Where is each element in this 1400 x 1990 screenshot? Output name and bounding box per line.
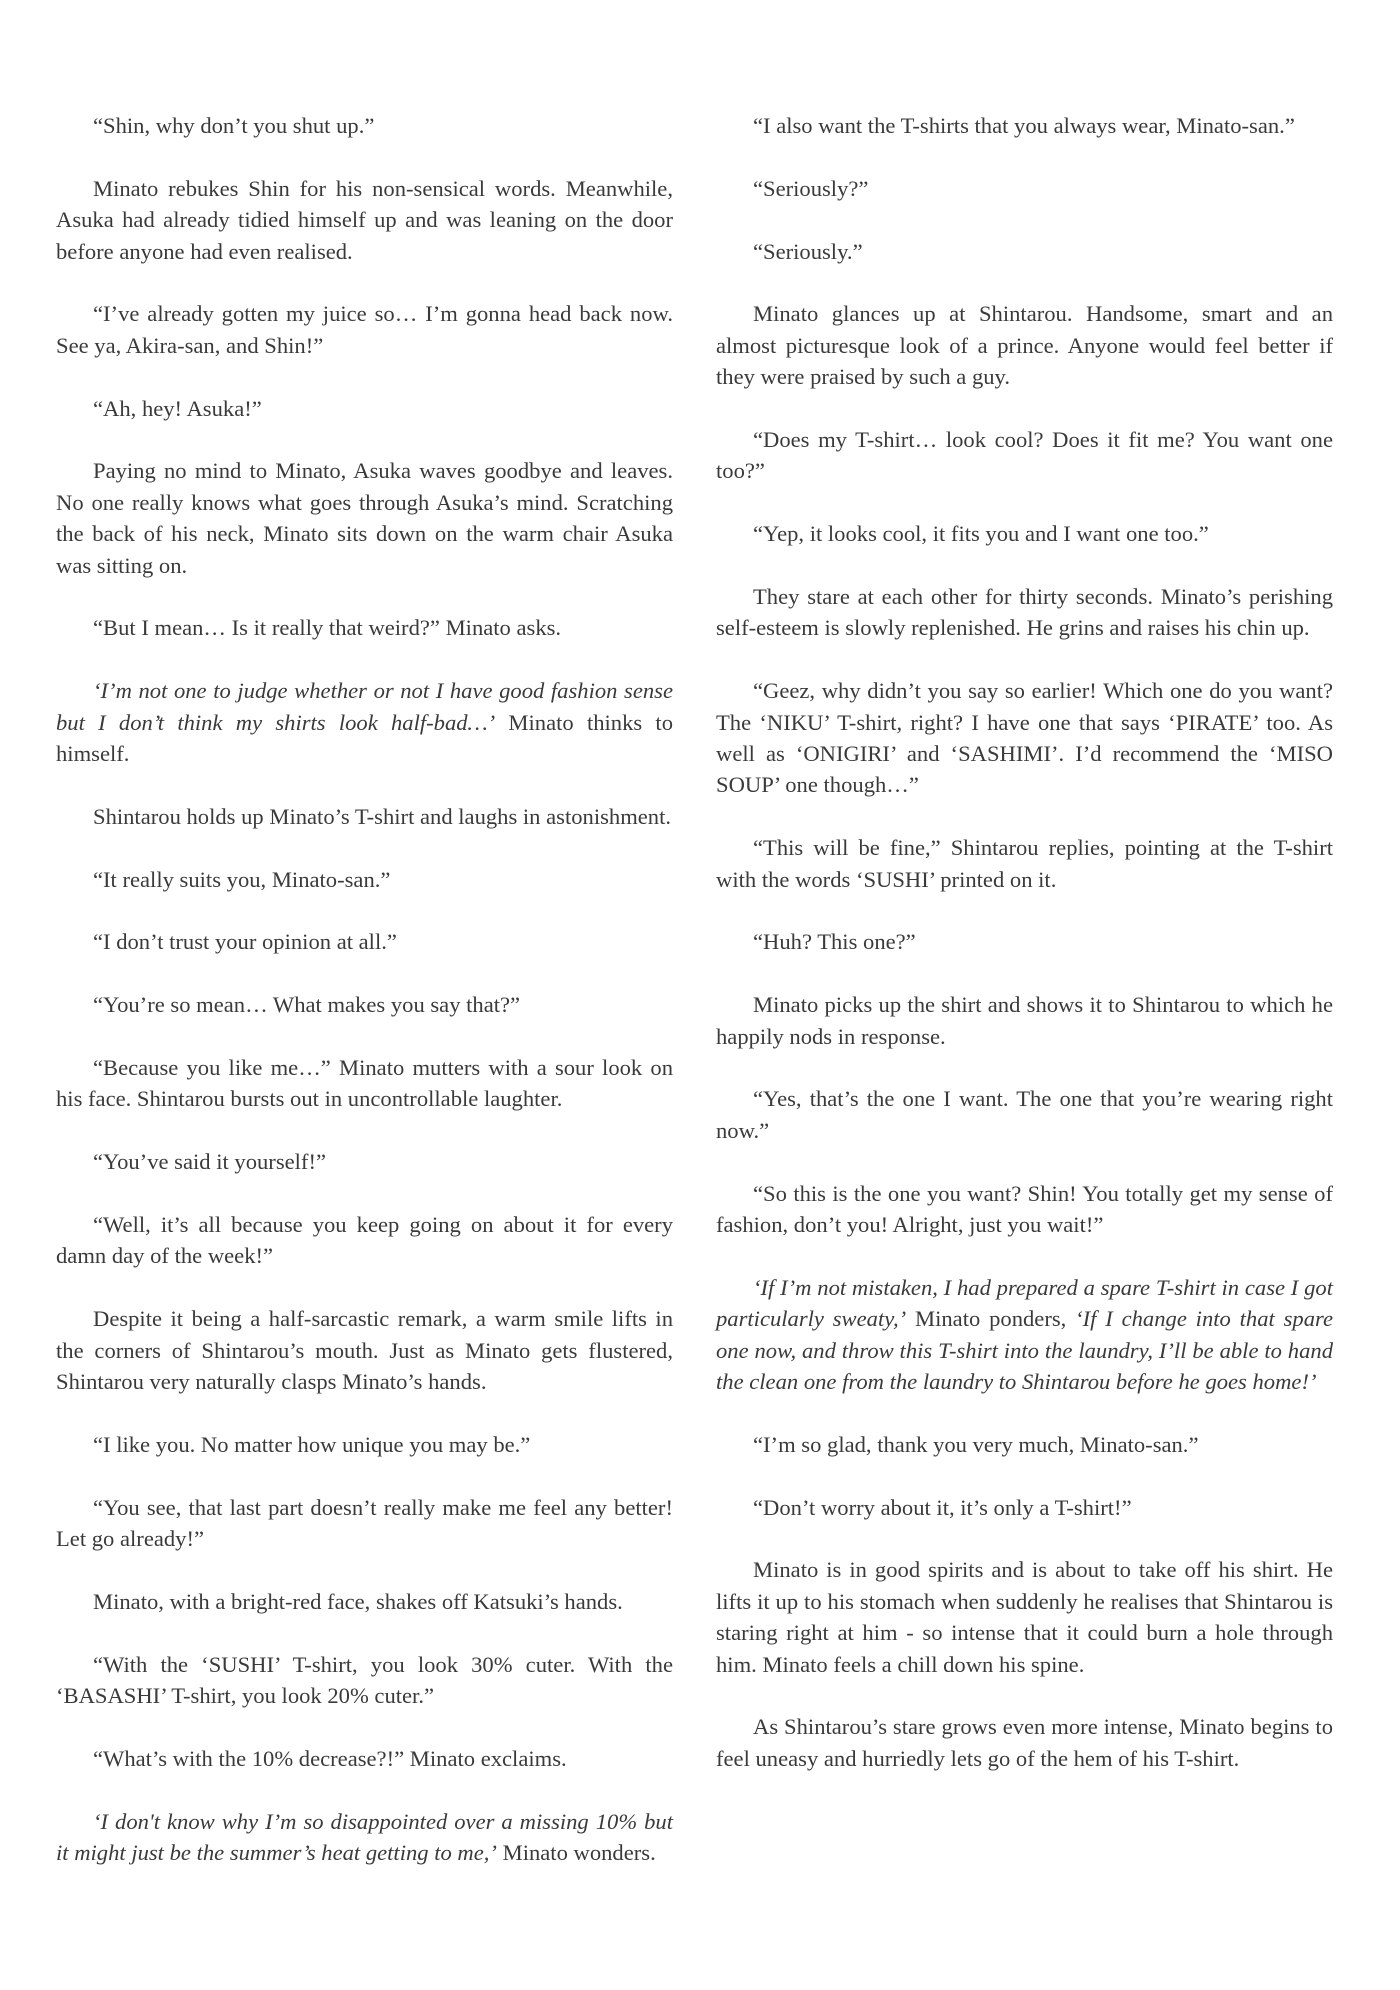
- paragraph: [56, 1649, 673, 1712]
- paragraph-text: “You’ve said it yourself!”: [93, 1149, 327, 1175]
- right-text-column: [716, 110, 1333, 1774]
- paragraph: [716, 173, 1333, 204]
- paragraph-text: “It really suits you, Minato-san.”: [93, 866, 391, 892]
- paragraph: [56, 1146, 673, 1177]
- paragraph-text: “This will be fine,” Shintarou replies, pointing at the T-shirt with the words ‘SUSHI’ printed on it.: [716, 835, 1333, 892]
- paragraph: [56, 1209, 673, 1272]
- paragraph: [56, 675, 673, 769]
- paragraph-text: Minato glances up at Shintarou. Handsome, smart and an almost picturesque look of a prince. Anyone would feel better if they were praised by such a guy.: [716, 301, 1333, 390]
- paragraph: [716, 989, 1333, 1052]
- paragraph: [716, 1492, 1333, 1523]
- paragraph-text: Minato wonders.: [496, 1840, 656, 1866]
- paragraph-text: “Huh? This one?”: [753, 929, 916, 955]
- paragraph-text: “I like you. No matter how unique you may be.”: [93, 1431, 531, 1457]
- paragraph-text: Minato rebukes Shin for his non-sensical words. Meanwhile, Asuka had already tidied himself up and was leaning on the door before anyone had even realised.: [56, 175, 673, 264]
- italic-thought-text: ‘If I change into that spare one now, and throw this T-shirt into the laundry, I’ll be able to hand the clean one from the laundry to Shintarou before he goes home!’: [716, 1306, 1333, 1395]
- paragraph: [716, 1429, 1333, 1460]
- paragraph-text: Minato picks up the shirt and shows it to Shintarou to which he happily nods in response.: [716, 992, 1333, 1049]
- paragraph: [56, 1492, 673, 1555]
- paragraph-text: “Seriously.”: [753, 238, 863, 264]
- paragraph: [56, 1743, 673, 1774]
- paragraph-text: “But I mean… Is it really that weird?” Minato asks.: [93, 615, 562, 641]
- paragraph-text: “Seriously?”: [753, 175, 869, 201]
- paragraph: [716, 1272, 1333, 1398]
- paragraph-text: “I’m so glad, thank you very much, Minato-san.”: [753, 1431, 1199, 1457]
- paragraph: [716, 518, 1333, 549]
- paragraph-text: “With the ‘SUSHI’ T-shirt, you look 30% cuter. With the ‘BASASHI’ T-shirt, you look 20% cuter.”: [56, 1651, 673, 1709]
- paragraph: [716, 110, 1333, 141]
- paragraph: [716, 236, 1333, 267]
- paragraph-text: Minato thinks to himself.: [56, 709, 673, 767]
- italic-thought-text: ‘I’m not one to judge whether or not I have good fashion sense but I don’t think my shirts look half-bad…’: [56, 678, 673, 735]
- paragraph: [716, 1554, 1333, 1680]
- paragraph-text: “So this is the one you want? Shin! You totally get my sense of fashion, don’t you! Alright, just you wait!”: [716, 1180, 1333, 1238]
- paragraph: [716, 298, 1333, 392]
- paragraph: [56, 298, 673, 361]
- paragraph-text: “Yes, that’s the one I want. The one that you’re wearing right now.”: [716, 1086, 1333, 1143]
- left-text-column: [56, 110, 673, 1868]
- paragraph: [716, 1083, 1333, 1146]
- italic-thought-text: ‘I don't know why I’m so disappointed over a missing 10% but it might just be the summer’s heat getting to me,’: [56, 1808, 673, 1866]
- paragraph: [56, 864, 673, 895]
- paragraph-text: “I also want the T-shirts that you always wear, Minato-san.”: [753, 113, 1295, 138]
- paragraph: [56, 989, 673, 1020]
- paragraph-text: Paying no mind to Minato, Asuka waves goodbye and leaves. No one really knows what goes through Asuka’s mind. Scratching the back of his neck, Minato sits down on the warm chair Asuka was sitting on.: [56, 458, 673, 578]
- paragraph-text: “You see, that last part doesn’t really make me feel any better! Let go already!”: [56, 1494, 673, 1552]
- paragraph-text: “Does my T-shirt… look cool? Does it fit me? You want one too?”: [716, 427, 1333, 484]
- italic-thought-text: ‘If I’m not mistaken, I had prepared a spare T-shirt in case I got particularly sweaty,’: [716, 1274, 1333, 1332]
- paragraph: [56, 612, 673, 643]
- paragraph: [716, 1178, 1333, 1241]
- paragraph: [716, 675, 1333, 801]
- paragraph-text: “Yep, it looks cool, it fits you and I want one too.”: [753, 521, 1209, 547]
- paragraph-text: They stare at each other for thirty seconds. Minato’s perishing self-esteem is slowly replenished. He grins and raises his chin up.: [716, 584, 1333, 641]
- paragraph-text: “What’s with the 10% decrease?!” Minato exclaims.: [93, 1745, 567, 1771]
- paragraph-text: Minato ponders,: [906, 1306, 1076, 1332]
- paragraph: [56, 801, 673, 832]
- paragraph: [716, 832, 1333, 895]
- paragraph: [56, 1806, 673, 1869]
- paragraph: [56, 110, 673, 141]
- paragraph-text: Despite it being a half-sarcastic remark, a warm smile lifts in the corners of Shintarou’s mouth. Just as Minato gets flustered, Shintarou very naturally clasps Minato’s hands.: [56, 1306, 673, 1395]
- paragraph-text: “Don’t worry about it, it’s only a T-shirt!”: [753, 1494, 1132, 1520]
- paragraph: [56, 926, 673, 957]
- paragraph-text: “Well, it’s all because you keep going on about it for every damn day of the week!”: [56, 1212, 673, 1269]
- paragraph: [56, 1429, 673, 1460]
- paragraph: [56, 173, 673, 267]
- paragraph: [716, 581, 1333, 644]
- paragraph-text: As Shintarou’s stare grows even more intense, Minato begins to feel uneasy and hurriedly lets go of the hem of his T-shirt.: [716, 1714, 1333, 1771]
- paragraph: [56, 455, 673, 581]
- paragraph-text: “Because you like me…” Minato mutters with a sour look on his face. Shintarou bursts out in uncontrollable laughter.: [56, 1055, 673, 1112]
- paragraph-text: “I’ve already gotten my juice so… I’m gonna head back now. See ya, Akira-san, and Shin!”: [56, 301, 673, 358]
- paragraph: [716, 424, 1333, 487]
- paragraph: [56, 1586, 673, 1617]
- paragraph-text: “Ah, hey! Asuka!”: [93, 395, 262, 421]
- paragraph-text: Shintarou holds up Minato’s T-shirt and laughs in astonishment.: [93, 803, 672, 829]
- paragraph-text: “I don’t trust your opinion at all.”: [93, 929, 397, 955]
- paragraph-text: “Shin, why don’t you shut up.”: [93, 113, 375, 138]
- paragraph: [716, 926, 1333, 957]
- paragraph: [56, 1303, 673, 1397]
- paragraph: [716, 1711, 1333, 1774]
- paragraph-text: “You’re so mean… What makes you say that?”: [93, 992, 521, 1018]
- paragraph: [56, 393, 673, 424]
- paragraph-text: Minato is in good spirits and is about to take off his shirt. He lifts it up to his stomach when suddenly he realises that Shintarou is staring right at him - so intense that it could burn a hole through him. Minato feels a chill down his spine.: [716, 1557, 1333, 1677]
- paragraph-text: Minato, with a bright-red face, shakes off Katsuki’s hands.: [93, 1588, 623, 1614]
- paragraph: [56, 1052, 673, 1115]
- paragraph-text: “Geez, why didn’t you say so earlier! Which one do you want? The ‘NIKU’ T-shirt, right? I have one that says ‘PIRATE’ too. As well as ‘ONIGIRI’ and ‘SASHIMI’. I’d recommend the ‘MISO SOUP’ one though…”: [716, 678, 1333, 798]
